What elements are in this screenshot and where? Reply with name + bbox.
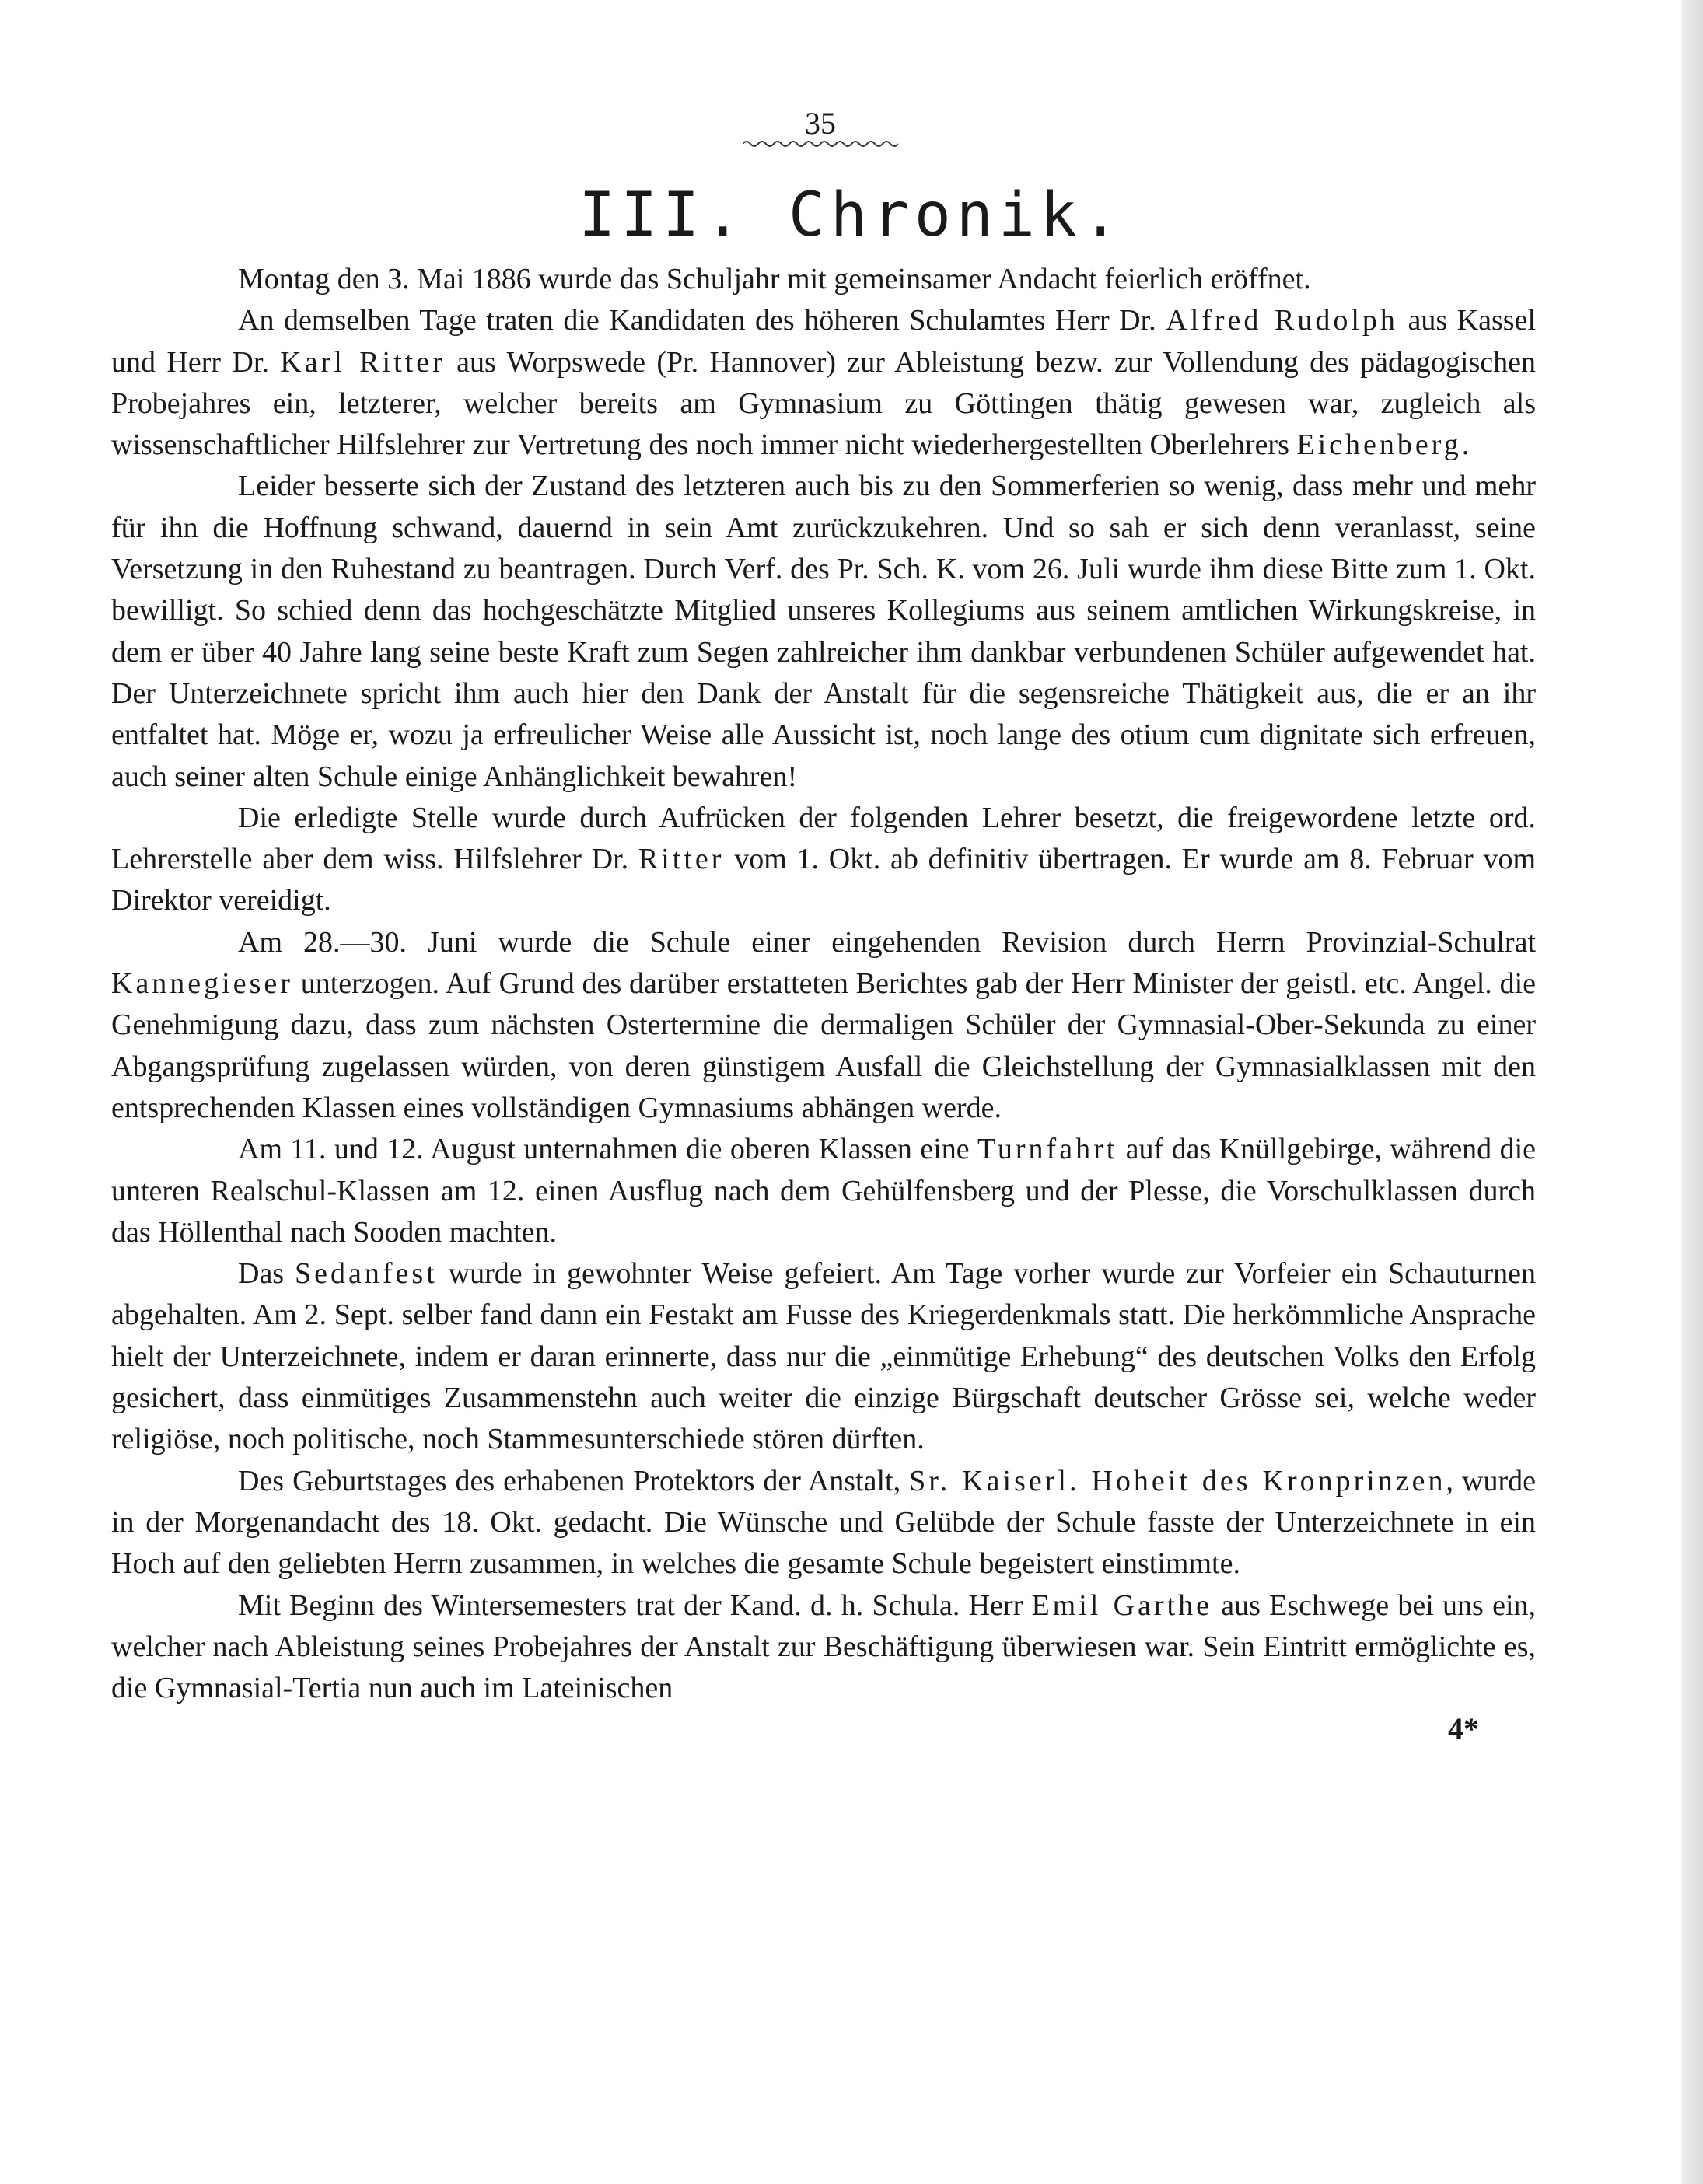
spaced-name: Alfred Rudolph [1166, 304, 1398, 337]
text-run: An demselben Tage traten die Kandidaten des höheren Schulamtes Herr Dr. [238, 304, 1166, 337]
spaced-name: Turnfahrt [977, 1133, 1118, 1166]
text-run: Des Geburtstages des erhabenen Protektors der Anstalt, [238, 1464, 910, 1497]
text-run: Montag den 3. Mai 1886 wurde das Schuljahr mit gemeinsamer Andacht feierlich eröffnet. [238, 263, 1311, 295]
text-run: . [1461, 428, 1470, 462]
paragraph [111, 922, 1536, 1129]
spaced-name: Emil Garthe [1031, 1588, 1212, 1622]
text-run: aus Eschwege bei uns ein, welcher nach Ableistung seines Probejahres der Anstalt zur Beschäftigung überwiesen war. Sein Eintritt ermöglichte es, die Gymnasial-Tertia nun auch im Lateinischen [111, 1588, 1536, 1705]
spaced-name: Sr. Kaiserl. Hoheit des Kronprinzen [909, 1464, 1446, 1497]
text-run: Die erledigte Stelle wurde durch Aufrücken der folgenden Lehrer besetzt, die freigewordene letzte ord. Lehrerstelle aber dem wiss. Hilfslehrer Dr. [111, 801, 1536, 876]
spaced-name: Sedanfest [295, 1257, 438, 1291]
paragraph [111, 1253, 1536, 1460]
sheet-signature-mark: 4* [1448, 1711, 1479, 1746]
text-run: Das [238, 1257, 295, 1291]
text-run: Mit Beginn des Wintersemesters trat der Kand. d. h. Schula. Herr [238, 1588, 1032, 1622]
text-run: auf das Knüllgebirge, während die unteren Realschul-Klassen am 12. einen Ausflug nach dem Gehülfensberg und der Plesse, die Vorschulklassen durch das Höllenthal nach Sooden machten. [111, 1133, 1536, 1249]
spaced-name: Karl Ritter [280, 345, 446, 379]
text-run: Am 11. und 12. August unternahmen die oberen Klassen eine [238, 1133, 978, 1166]
text-run: wurde in gewohnter Weise gefeiert. Am Tage vorher wurde zur Vorfeier ein Schauturnen abgehalten. Am 2. Sept. selber fand dann ein Festakt am Fusse des Kriegerdenkmals statt. Die herkömmliche Ansprache hielt der Unterzeichnete, indem er daran erinnerte, dass nur die „einmütige Erhebung“ des deutschen Volks den Erfolg gesichert, dass einmütiges Zusammenstehn auch weiter die einzige Bürgschaft deutscher Grösse sei, welche weder religiöse, noch politische, noch Stammesunterschiede stören dürften. [111, 1257, 1536, 1456]
page-edge-shadow [1681, 0, 1703, 2184]
spaced-name: Kannegieser [111, 967, 293, 1001]
page-number: 35 [805, 106, 836, 141]
text-run: unterzogen. Auf Grund des darüber erstatteten Berichtes gab der Herr Minister der geistl. etc. Angel. die Genehmigung dazu, dass zum nächsten Ostertermine die dermaligen Schüler der Gymnasial-Ober-Sekunda zu einer Abgangsprüfung zugelassen würden, von deren günstigem Ausfall die Gleichstellung der Gymnasialklassen mit den entsprechenden Klassen eines vollständigen Gymnasiums abhängen werde. [111, 967, 1536, 1124]
paragraph [111, 259, 1536, 300]
text-run: vom 1. Okt. ab definitiv übertragen. Er wurde am 8. Februar vom Direktor vereidigt. [111, 843, 1537, 917]
paragraph [111, 1129, 1536, 1253]
text-run: aus Worpswede (Pr. Hannover) zur Ableistung bezw. zur Vollendung des pädagogischen Probejahres ein, letzterer, welcher bereits am Gymnasium zu Göttingen thätig gewesen war, zugleich als wissenschaftlicher Hilfslehrer zur Vertretung des noch immer nicht wiederhergestellten Oberlehrers [111, 345, 1536, 462]
spaced-name: Ritter [638, 843, 725, 876]
text-run: Am 28.—30. Juni wurde die Schule einer eingehenden Revision durch Herrn Provinzial-Schulrat [238, 925, 1536, 959]
paragraph [111, 1461, 1536, 1585]
chronicle-body [111, 259, 1536, 1709]
paragraph [111, 300, 1536, 466]
chapter-title: III. Chronik. [579, 180, 1124, 250]
text-run: Leider besserte sich der Zustand des letzteren auch bis zu den Sommerferien so wenig, dass mehr und mehr für ihn die Hoffnung schwand, dauernd in sein Amt zurückzukehren. Und so sah er sich denn veranlasst, seine Versetzung in den Ruhestand zu beantragen. Durch Verf. des Pr. Sch. K. vom 26. Juli wurde ihm diese Bitte zum 1. Okt. bewilligt. So schied denn das hochgeschätzte Mitglied unseres Kollegiums aus seinem amtlichen Wirkungskreise, in dem er über 40 Jahre lang seine beste Kraft zum Segen zahlreicher ihm dankbar verbundenen Schüler aufgewendet hat. Der Unterzeichnete spricht ihm auch hier den Dank der Anstalt für die segensreiche Thätigkeit aus, die er an ihr entfaltet hat. Möge er, wozu ja erfreulicher Weise alle Aussicht ist, noch lange des otium cum dignitate sich erfreuen, auch seiner alten Schule einige Anhänglichkeit bewahren! [111, 470, 1536, 793]
paragraph [111, 798, 1536, 922]
text-run: , wurde in der Morgenandacht des 18. Okt. gedacht. Die Wünsche und Gelübde der Schule fasste der Unterzeichnete in ein Hoch auf den geliebten Herrn zusammen, in welches die gesamte Schule begeistert einstimmte. [111, 1464, 1536, 1581]
text-run: aus Kassel und Herr Dr. [111, 304, 1537, 379]
paragraph [111, 1585, 1536, 1710]
paragraph [111, 466, 1536, 797]
spaced-name: Eichenberg [1296, 428, 1462, 462]
wavy-rule-ornament [743, 138, 898, 149]
